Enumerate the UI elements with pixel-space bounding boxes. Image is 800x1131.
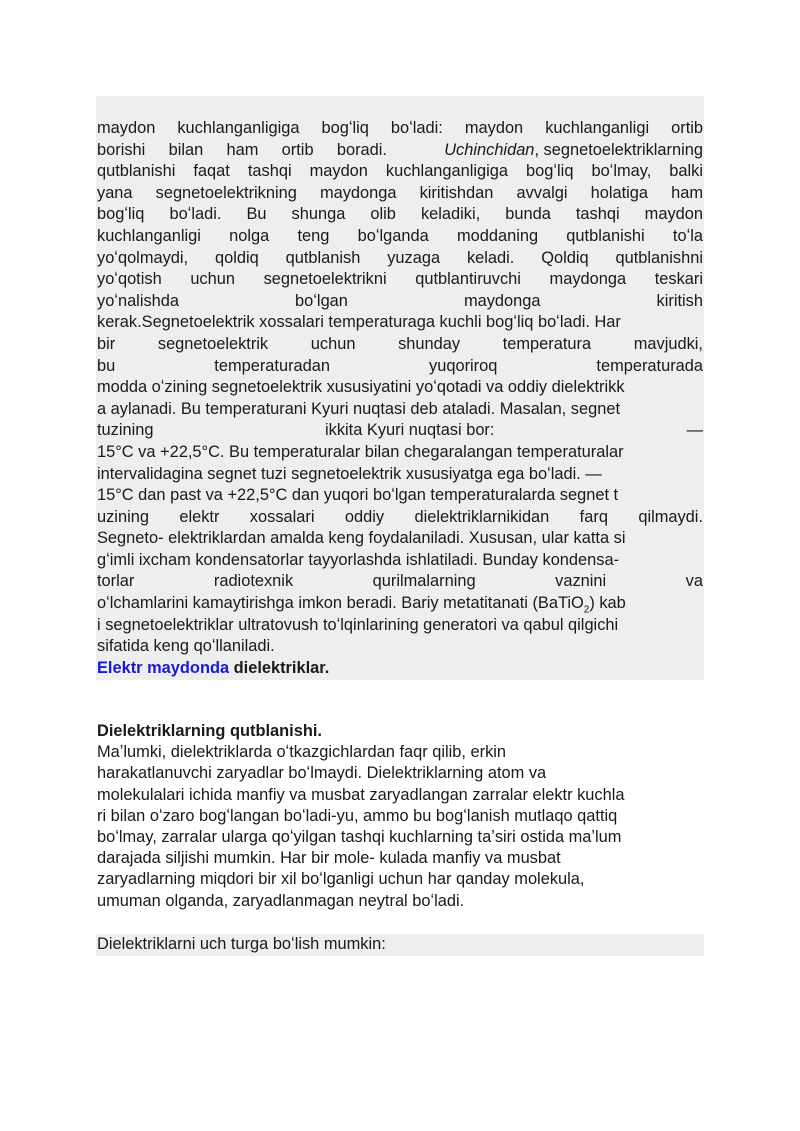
text-line: gʻimli ixcham kondensatorlar tayyorlashda ishlatiladi. Bunday kondensa- <box>97 550 620 569</box>
text-span: ortib <box>281 140 314 159</box>
text-line: Maʼlumki, dielektriklarda oʻtkazgichlardan faqr qilib, erkin <box>97 743 507 762</box>
text-span: — <box>686 421 703 440</box>
text-line: harakatlanuvchi zaryadlar boʻlmaydi. Dielektriklarning atom va <box>97 764 547 783</box>
paragraph-types <box>97 934 717 955</box>
text-line: modda oʻzining segnetoelektrik xususiyatini yoʻqotadi va oddiy dielektrikk <box>97 378 625 397</box>
text-span: , segnetoelektriklarning <box>534 140 703 159</box>
text-line: kerak.Segnetoelektrik xossalari temperaturaga kuchli bogʻliq boʻladi. Har <box>97 313 621 332</box>
text-span: bilan <box>168 140 204 159</box>
heading-link-text: Elektr maydonda <box>97 658 230 677</box>
text-line: i segnetoelektriklar ultratovush toʻlqinlarining generatori va qabul qilgichi <box>97 615 619 634</box>
text-line: uzining elektr xossalari oddiy dielektriklarnikidan farq qilmaydi. <box>97 507 703 526</box>
section-heading: Dielektriklarning qutblanishi. <box>97 722 322 740</box>
text-line: ri bilan oʻzaro bogʻlangan boʻladi-yu, ammo bu bogʻlanish mutlaqo qattiq <box>97 806 618 825</box>
text-line: yoʻnalishda boʻlgan maydonga kiritish <box>97 291 703 310</box>
text-span <box>444 140 703 162</box>
text-line: Dielektriklarni uch turga boʻlish mumkin: <box>97 935 386 953</box>
text-line: kuchlanganligi nolga teng boʻlganda moddaning qutblanishi toʻla <box>97 226 703 245</box>
text-line <box>97 593 703 615</box>
text-line: 15°C va +22,5°C. Bu temperaturalar bilan chegaralangan temperaturalar <box>97 442 624 461</box>
subscript-2: 2 <box>583 604 590 616</box>
text-line: intervalidagina segnet tuzi segnetoelektrik xususiyatga ega boʻladi. — <box>97 464 602 483</box>
text-span: ham <box>226 140 259 159</box>
text-span: ikkita Kyuri nuqtasi bor: <box>325 421 495 440</box>
text-line: yana segnetoelektrikning maydonga kiritishdan avvalgi holatiga ham <box>97 183 703 202</box>
text-line <box>97 140 703 162</box>
text-span: borishi <box>97 140 146 159</box>
text-span: boradi. <box>336 140 387 159</box>
text-line: 15°C dan past va +22,5°C dan yuqori boʻlgan temperaturalarda segnet t <box>97 486 619 505</box>
text-line: yoʻqolmaydi, qoldiq qutblanish yuzaga keladi. Qoldiq qutblanishni <box>97 248 703 267</box>
text-line: boʻlmay, zarralar ularga qoʻyilgan tashqi kuchlarning taʼsiri ostida maʼlum <box>97 827 622 846</box>
text-line: sifatida keng qoʻllaniladi. <box>97 637 275 656</box>
paragraph-polarization <box>97 721 717 912</box>
text-line: darajada siljishi mumkin. Har bir mole- kulada manfiy va musbat <box>97 849 561 868</box>
text-line: umuman olganda, zaryadlanmagan neytral boʻladi. <box>97 891 465 910</box>
text-line: qutblanishi faqat tashqi maydon kuchlanganligiga bogʻliq boʻlmay, balki <box>97 162 703 181</box>
text-line: yoʻqotish uchun segnetoelektrikni qutblantiruvchi maydonga teskari <box>97 270 703 289</box>
text-line: bogʻliq boʻladi. Bu shunga olib keladiki, bunda tashqi maydon <box>97 205 703 224</box>
section-heading <box>97 658 703 680</box>
paragraph-segnetoelectrics <box>97 118 703 679</box>
text-span <box>97 140 387 162</box>
text-line: molekulalari ichida manfiy va musbat zaryadlangan zarralar elektr kuchla <box>97 785 625 804</box>
text-line: maydon kuchlanganligiga bogʻliq boʻladi: maydon kuchlanganligi ortib <box>97 119 703 137</box>
text-line: bu temperaturadan yuqoriroq temperaturada <box>97 356 703 375</box>
text-line <box>97 420 703 442</box>
text-line: torlar radiotexnik qurilmalarning vaznini va <box>97 572 703 591</box>
heading-text: dielektriklar. <box>229 658 330 677</box>
text-line: bir segnetoelektrik uchun shunday temperatura mavjudki, <box>97 334 703 353</box>
text-line: zaryadlarning miqdori bir xil boʻlganligi uchun har qanday molekula, <box>97 870 585 889</box>
text-span: oʻlchamlarini kamaytirishga imkon beradi. Bariy metatitanati (BaTiO <box>97 594 584 613</box>
emphasis-uchinchidan: Uchinchidan <box>444 140 535 159</box>
text-line: a aylanadi. Bu temperaturani Kyuri nuqtasi deb ataladi. Masalan, segnet <box>97 399 621 418</box>
text-line: Segneto- elektriklardan amalda keng foydalaniladi. Xususan, ular katta si <box>97 529 626 548</box>
text-span: tuzining <box>97 421 154 440</box>
text-span: ) kab <box>589 594 626 613</box>
